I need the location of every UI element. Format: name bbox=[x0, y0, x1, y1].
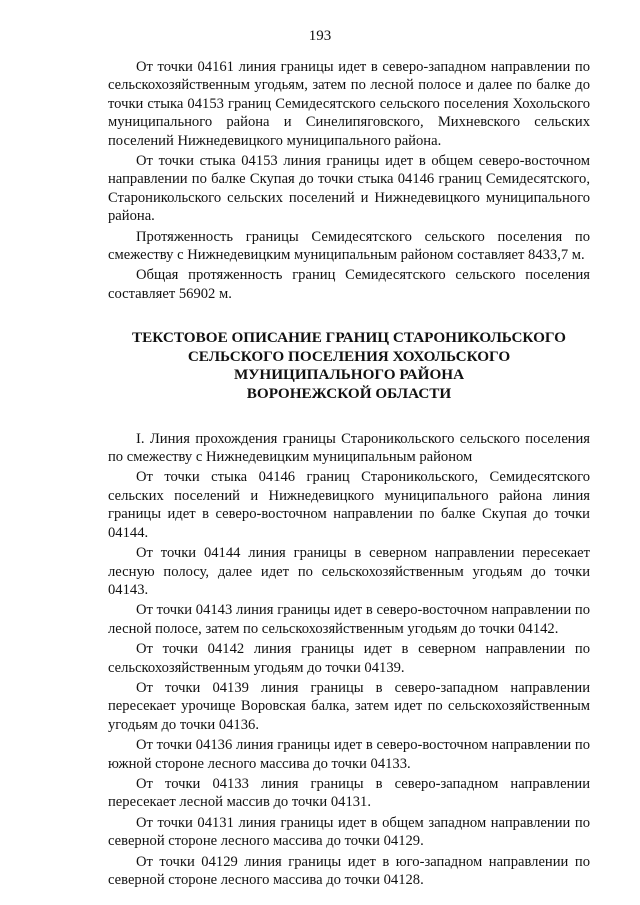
document-page bbox=[108, 54, 590, 889]
page-number: 193 bbox=[308, 28, 332, 44]
paragraph: От точки 04131 линия границы идет в общем западном направлении по северной стороне лесного массива до точки 04129. bbox=[108, 814, 590, 850]
paragraph: Общая протяженность границ Семидесятского сельского поселения составляет 56902 м. bbox=[108, 267, 590, 302]
paragraph: Протяженность границы Семидесятского сельского поселения по смежеству с Нижнедевицким муниципальным районом составляет 8433,7 м. bbox=[108, 228, 590, 264]
paragraph: От точки 04133 линия границы в северо-западном направлении пересекает лесной массив до точки 04131. bbox=[108, 775, 590, 811]
paragraph: От точки 04136 линия границы идет в северо-восточном направлении по южной стороне лесного массива до точки 04133. bbox=[108, 737, 590, 772]
paragraph: От точки 04139 линия границы в северо-западном направлении пересекает урочище Воровская балка, затем идет по сельскохозяйственным угодьям до точки 04136. bbox=[108, 679, 590, 733]
paragraph: От точки стыка 04146 границ Староникольского, Семидесятского сельских поселений и Нижнедевицкого муниципального района линия границы идет в северо-восточном направлении по балке Скупая до точки 04144. bbox=[108, 469, 590, 541]
section-title-line: СЕЛЬСКОГО ПОСЕЛЕНИЯ ХОХОЛЬСКОГО bbox=[187, 347, 511, 365]
paragraph: От точки 04144 линия границы в северном направлении пересекает лесную полосу, далее идет по сельскохозяйственным угодьям до точки 04143. bbox=[108, 545, 590, 598]
paragraph: От точки 04161 линия границы идет в северо-западном направлении по сельскохозяйственным угодьям, затем по лесной полосе и далее по балке до точки стыка 04153 границ Семидесятского сельского поселения Хохольского муниципального района и Синелипяговского, Михневского сельских поселений Нижнедевицкого муниципального района. bbox=[108, 59, 590, 149]
subsection-heading: I. Линия прохождения границы Староникольского сельского поселения по смежеству с Нижнедевицким муниципальным районом bbox=[108, 430, 590, 466]
paragraph: От точки 04143 линия границы идет в северо-восточном направлении по лесной полосе, затем по сельскохозяйственным угодьям до точки 04142. bbox=[108, 602, 590, 637]
section-title-line: ВОРОНЕЖСКОЙ ОБЛАСТИ bbox=[246, 385, 452, 403]
section-title-line: ТЕКСТОВОЕ ОПИСАНИЕ ГРАНИЦ СТАРОНИКОЛЬСКОГО bbox=[132, 329, 566, 347]
paragraph: От точки стыка 04153 линия границы идет в общем северо-восточном направлении по балке Скупая до точки стыка 04146 границ Семидесятского, Староникольского сельских поселений и Нижнедевицкого муниципального района. bbox=[108, 153, 590, 225]
section-title-line: МУНИЦИПАЛЬНОГО РАЙОНА bbox=[233, 366, 465, 384]
paragraph: От точки 04142 линия границы идет в северном направлении по сельскохозяйственным угодьям до точки 04139. bbox=[108, 641, 590, 676]
section-title bbox=[108, 329, 590, 403]
paragraph: От точки 04129 линия границы идет в юго-западном направлении по северной стороне лесного массива до точки 04128. bbox=[108, 853, 590, 888]
